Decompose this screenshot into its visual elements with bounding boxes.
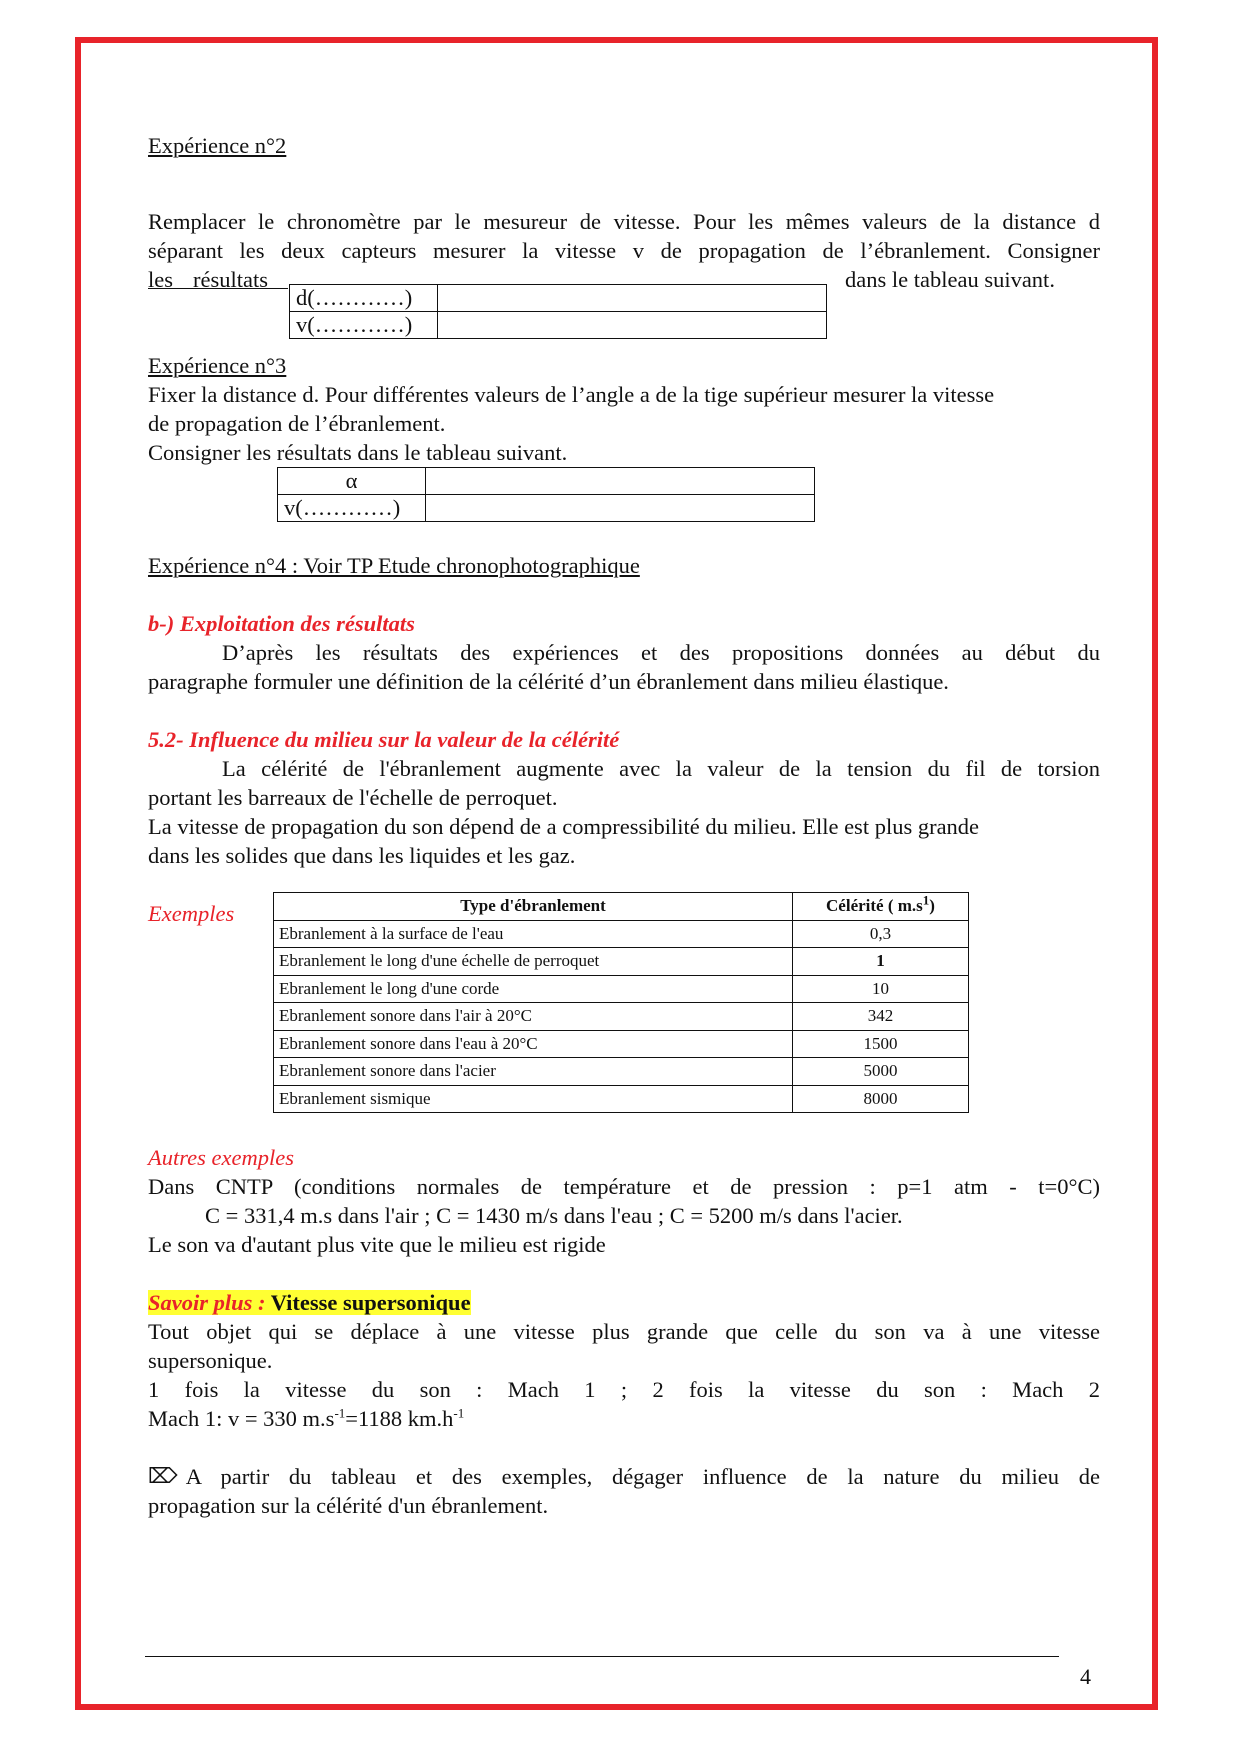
task-line1: A partir du tableau et des exemples, dégager influence de la nature du milieu de: [185, 1464, 1100, 1489]
exp2-line3a: les résultats: [148, 267, 268, 292]
cell-type: Ebranlement le long d'une échelle de perroquet: [274, 948, 793, 976]
exp2-row1-label: d(…………): [290, 285, 438, 312]
exp2-table: [289, 284, 827, 339]
savoir-line2: supersonique.: [148, 1348, 273, 1373]
page-number: 4: [1080, 1664, 1091, 1689]
autres-line2: C = 331,4 m.s dans l'air ; C = 1430 m/s dans l'eau ; C = 5200 m/s dans l'acier.: [205, 1203, 903, 1228]
exp2-row1-value[interactable]: [438, 285, 827, 312]
cell-speed: 1: [793, 948, 969, 976]
cell-speed: 10: [793, 975, 969, 1003]
exp3-line1: Fixer la distance d. Pour différentes valeurs de l’angle a de la tige supérieur mesurer la vitesse: [148, 382, 995, 407]
savoir-title: Vitesse supersonique: [265, 1290, 471, 1315]
table-row: [274, 1030, 969, 1058]
exp3-line3: Consigner les résultats dans le tableau suivant.: [148, 440, 568, 465]
table-row: [274, 920, 969, 948]
examples-label: Exemples: [148, 901, 235, 926]
cell-type: Ebranlement sismique: [274, 1085, 793, 1113]
exp3-table: [277, 467, 815, 522]
cell-speed: 342: [793, 1003, 969, 1031]
autres-label: Autres exemples: [148, 1145, 294, 1170]
savoir-line1: Tout objet qui se déplace à une vitesse plus grande que celle du son va à une vitesse: [148, 1319, 1100, 1344]
table-row: [278, 468, 815, 495]
autres-line3: Le son va d'autant plus vite que le milieu est rigide: [148, 1232, 606, 1257]
exploitation-heading: b-) Exploitation des résultats: [148, 611, 415, 636]
cell-type: Ebranlement le long d'une corde: [274, 975, 793, 1003]
cell-type: Ebranlement sonore dans l'air à 20°C: [274, 1003, 793, 1031]
savoir-highlight: [148, 1290, 471, 1315]
table-header-row: [274, 893, 969, 921]
exp3-title: Expérience n°3: [148, 353, 287, 378]
table-row: [274, 948, 969, 976]
exploitation-line1: D’après les résultats des expériences et des propositions données au début du: [222, 640, 1100, 665]
task-icon: ⌦: [148, 1464, 178, 1488]
examples-table: [273, 892, 969, 1113]
exp2-line1: Remplacer le chronomètre par le mesureur de vitesse. Pour les mêmes valeurs de la distance d: [148, 209, 1100, 234]
cell-type: Ebranlement sonore dans l'eau à 20°C: [274, 1030, 793, 1058]
footer-rule: [145, 1656, 1059, 1657]
exp2-row2-value[interactable]: [438, 312, 827, 339]
savoir-line3: 1 fois la vitesse du son : Mach 1 ; 2 fois la vitesse du son : Mach 2: [148, 1377, 1100, 1402]
table-row: [274, 1085, 969, 1113]
table-row: [274, 1003, 969, 1031]
table-row: [290, 312, 827, 339]
exp2-row2-label: v(…………): [290, 312, 438, 339]
task-line1-wrap: [148, 1462, 1100, 1491]
influence-line2: portant les barreaux de l'échelle de perroquet.: [148, 785, 558, 810]
table-row: [274, 1058, 969, 1086]
table-row: [274, 975, 969, 1003]
exp4-title: Expérience n°4 : Voir TP Etude chronophotographique: [148, 553, 640, 578]
autres-line1: Dans CNTP (conditions normales de température et de pression : p=1 atm - t=0°C): [148, 1174, 1100, 1199]
header-type: Type d'ébranlement: [274, 893, 793, 921]
influence-heading: 5.2- Influence du milieu sur la valeur de la célérité: [148, 727, 620, 752]
savoir-line4: Mach 1: v = 330 $m.s^{-1}=1188$ $km.h^{-1}$: [148, 1405, 465, 1431]
exp3-line2: de propagation de l’ébranlement.: [148, 411, 446, 436]
savoir-heading: [148, 1288, 471, 1317]
exp2-title: Expérience n°2: [148, 133, 287, 158]
exp2-line3b: dans le tableau suivant.: [845, 267, 1055, 292]
cell-speed: 0,3: [793, 920, 969, 948]
exp2-fill-line: [148, 288, 288, 289]
cell-type: Ebranlement à la surface de l'eau: [274, 920, 793, 948]
header-speed: Célérité ( $m.s^1$): [793, 893, 969, 921]
exploitation-line2: paragraphe formuler une définition de la célérité d’un ébranlement dans milieu élastique.: [148, 669, 949, 694]
influence-line4: dans les solides que dans les liquides et les gaz.: [148, 843, 576, 868]
exp2-line2: séparant les deux capteurs mesurer la vitesse v de propagation de l’ébranlement. Consigner: [148, 238, 1100, 263]
exp3-row2-value[interactable]: [426, 495, 815, 522]
influence-line3: La vitesse de propagation du son dépend de a compressibilité du milieu. Elle est plus grande: [148, 814, 980, 839]
table-row: [278, 495, 815, 522]
cell-speed: 8000: [793, 1085, 969, 1113]
influence-line1: La célérité de l'ébranlement augmente avec la valeur de la tension du fil de torsion: [222, 756, 1100, 781]
exp3-row1-value[interactable]: [426, 468, 815, 495]
table-row: [290, 285, 827, 312]
cell-speed: 1500: [793, 1030, 969, 1058]
cell-type: Ebranlement sonore dans l'acier: [274, 1058, 793, 1086]
exp3-row2-label: v(…………): [278, 495, 426, 522]
task-line2: propagation sur la célérité d'un ébranlement.: [148, 1493, 549, 1518]
savoir-label: Savoir plus :: [148, 1290, 266, 1315]
cell-speed: 5000: [793, 1058, 969, 1086]
exp3-row1-label: α: [278, 468, 426, 495]
